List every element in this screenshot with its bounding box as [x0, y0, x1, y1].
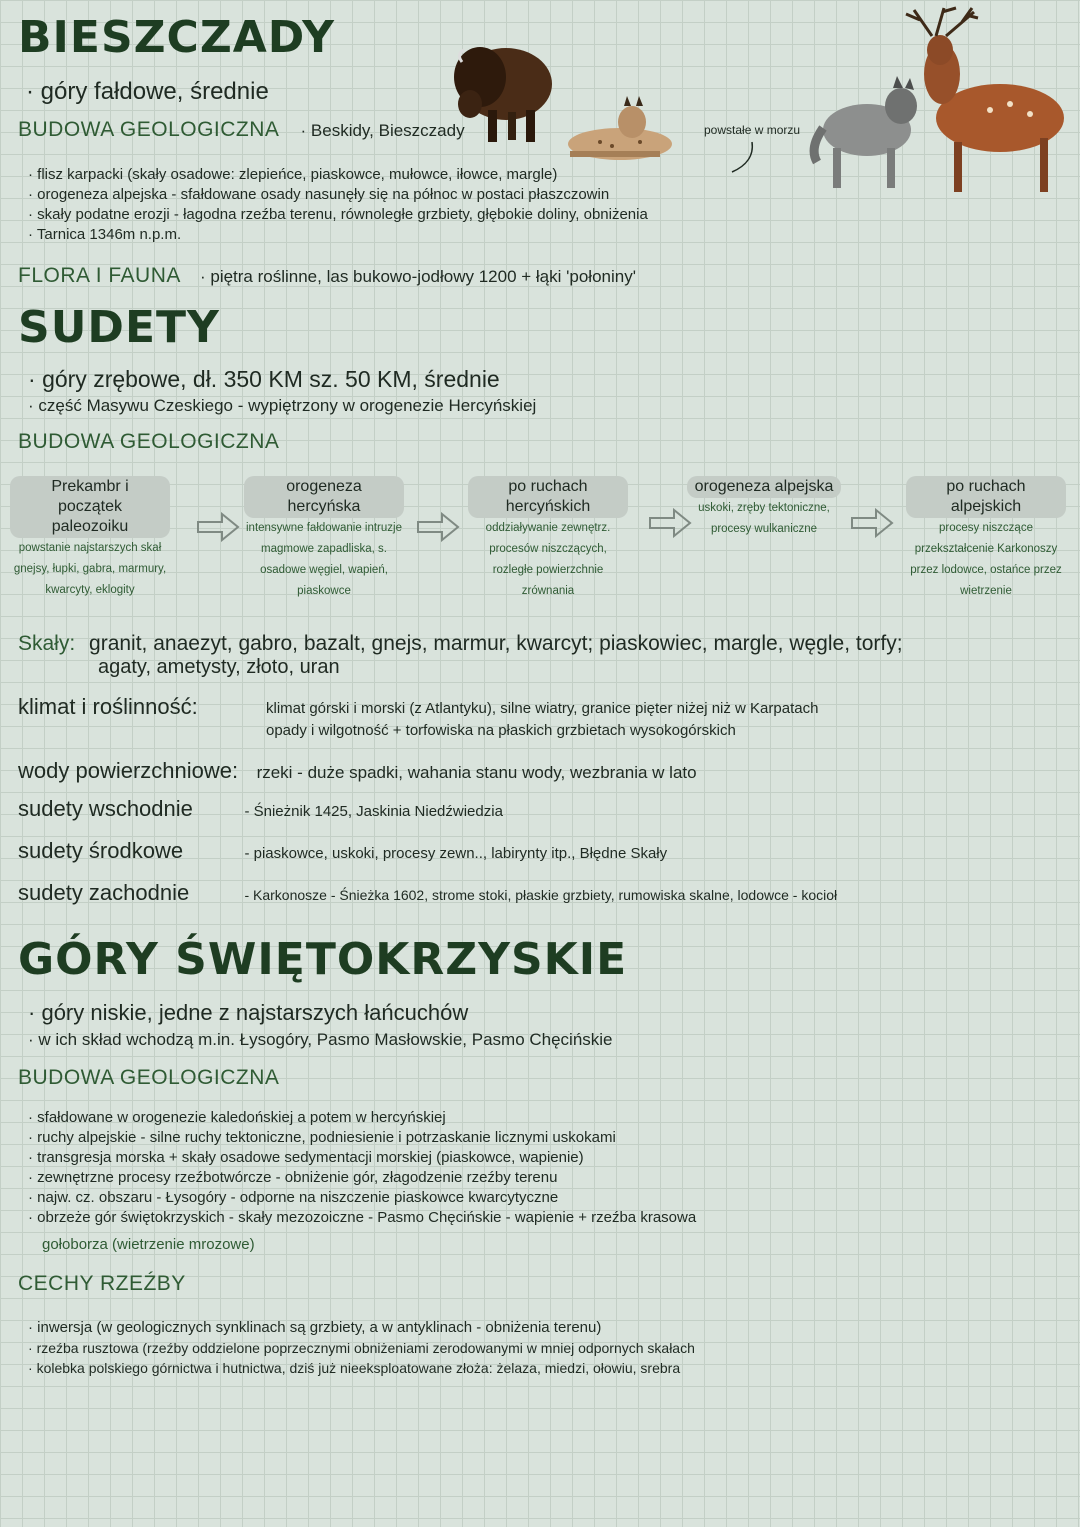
swietokrzyskie-title: GÓRY ŚWIĘTOKRZYSKIE	[18, 934, 628, 985]
list-item: · flisz karpacki (skały osadowe: zlepieńce, piaskowce, mułowce, iłowce, margle)	[28, 165, 648, 185]
region-row	[18, 838, 667, 864]
region-value: - piaskowce, uskoki, procesy zewn.., labirynty itp., Błędne Skały	[244, 845, 668, 862]
swietokrzyskie-intro-2: · w ich skład wchodzą m.in. Łysogóry, Pasmo Masłowskie, Pasmo Chęcińskie	[28, 1030, 613, 1049]
region-value: - Karkonosze - Śnieżka 1602, strome stoki, płaskie grzbiety, rumowiska skalne, lodowce - kocioł	[244, 887, 838, 903]
stage-desc: procesy niszczące przekształcenie Karkonoszy przez lodowce, ostańce przez wietrzenie	[910, 522, 1062, 597]
waters-label: wody powierzchniowe:	[18, 758, 239, 783]
sudety-title: SUDETY	[18, 302, 220, 353]
section-label: BUDOWA GEOLOGICZNA	[18, 118, 280, 141]
stage-title: Prekambr i początek paleozoiku	[10, 476, 170, 538]
bieszczady-flora-value-text: piętra roślinne, las bukowo-jodłowy 1200 + łąki 'połoniny'	[210, 267, 636, 286]
bieszczady-flora-row	[18, 264, 636, 288]
bieszczady-geo-row	[18, 118, 465, 142]
bieszczady-points	[28, 165, 648, 245]
waters-value: rzeki - duże spadki, wahania stanu wody, wezbrania w lato	[256, 763, 697, 782]
rocks-line-2: agaty, ametysty, złoto, uran	[98, 656, 340, 678]
list-item: · transgresja morska + skały osadowe sedymentacji morskiej (piaskowce, wapienie)	[28, 1148, 696, 1168]
list-item: · rzeźba rusztowa (rzeźby oddzielone poprzecznymi obniżeniami zerodowanymi w mniej odpornych skałach	[28, 1338, 695, 1358]
region-label: sudety wschodnie	[18, 796, 193, 821]
goloborza-note: gołoborza (wietrzenie mrozowe)	[42, 1236, 255, 1253]
section-label: CECHY RZEŹBY	[18, 1272, 186, 1295]
annotation-pointer-icon	[728, 140, 758, 174]
climate-line-2: opady i wilgotność + torfowiska na płaskich grzbietach wysokogórskich	[266, 722, 736, 739]
stage-card	[10, 476, 170, 601]
lynx-illustration	[540, 92, 695, 172]
list-item: · skały podatne erozji - łagodna rzeźba terenu, równoległe grzbiety, głębokie doliny, obniżenia	[28, 205, 648, 225]
sudety-intro-1-text: góry zrębowe, dł. 350 KM sz. 50 KM, średnie	[42, 366, 500, 392]
sudety-intro-2-text: część Masywu Czeskiego - wypiętrzony w orogenezie Hercyńskiej	[38, 396, 537, 415]
bieszczady-geo-value: · Beskidy, Bieszczady	[300, 121, 465, 140]
bieszczady-geo-value-text: Beskidy, Bieszczady	[310, 121, 465, 140]
list-item: · orogeneza alpejska - sfałdowane osady nasunęły się na północ w postaci płaszczowin	[28, 185, 648, 205]
list-item: · sfałdowane w orogenezie kaledońskiej a potem w hercyńskiej	[28, 1108, 696, 1128]
stage-desc: powstanie najstarszych skał gnejsy, łupki, gabra, marmury, kwarcyty, eklogity	[13, 542, 167, 596]
rocks-line-1: granit, anaezyt, gabro, bazalt, gnejs, marmur, kwarcyt; piaskowiec, margle, węgle, torfy;	[89, 632, 903, 655]
stage-card	[684, 476, 844, 540]
stage-card	[244, 476, 404, 602]
swietokrzyskie-intro-1: · góry niskie, jedne z najstarszych łańcuchów	[28, 1000, 469, 1025]
deer-illustration	[890, 6, 1075, 196]
list-item: · ruchy alpejskie - silne ruchy tektoniczne, podniesienie i potrzaskanie licznymi uskokami	[28, 1128, 696, 1148]
stage-title: orogeneza alpejska	[687, 476, 842, 498]
arrow-right-icon	[416, 512, 460, 542]
section-label: FLORA I FAUNA	[18, 264, 181, 287]
section-label: BUDOWA GEOLOGICZNA	[18, 1066, 280, 1089]
region-row	[18, 880, 837, 906]
stage-card	[906, 476, 1066, 602]
list-item: · inwersja (w geologicznych synklinach są grzbiety, a w antyklinach - obniżenia terenu)	[28, 1318, 695, 1338]
list-item: · obrzeże gór świętokrzyskich - skały mezozoiczne - Pasmo Chęcińskie - wapienie + rzeźba krasowa	[28, 1208, 696, 1228]
list-item: · najw. cz. obszaru - Łysogóry - odporne na niszczenie piaskowce kwarcytyczne	[28, 1188, 696, 1208]
sudety-intro-1: · góry zrębowe, dł. 350 KM sz. 50 KM, średnie	[28, 366, 500, 392]
climate-label: klimat i roślinność:	[18, 694, 198, 719]
annotation-note: powstałe w morzu	[704, 123, 801, 137]
waters-row	[18, 758, 697, 784]
bieszczady-intro: · góry fałdowe, średnie	[26, 78, 269, 105]
arrow-right-icon	[850, 508, 894, 538]
stage-desc: uskoki, zręby tektoniczne, procesy wulkaniczne	[698, 502, 830, 535]
bieszczady-intro-text: góry fałdowe, średnie	[40, 78, 269, 105]
stage-title: po ruchach hercyńskich	[468, 476, 628, 518]
stage-title: po ruchach alpejskich	[906, 476, 1066, 518]
list-item: · Tarnica 1346m n.p.m.	[28, 225, 648, 245]
stage-desc: oddziaływanie zewnętrz. procesów niszczących, rozległe powierzchnie zrównania	[485, 522, 611, 597]
bieszczady-title: BIESZCZADY	[18, 12, 335, 63]
section-label: BUDOWA GEOLOGICZNA	[18, 430, 280, 453]
region-row	[18, 796, 503, 822]
swietokrzyskie-intro-1-text: góry niskie, jedne z najstarszych łańcuchów	[41, 1000, 469, 1025]
arrow-right-icon	[196, 512, 240, 542]
sudety-intro-2: · część Masywu Czeskiego - wypiętrzony w orogenezie Hercyńskiej	[28, 396, 537, 415]
list-item: · kolebka polskiego górnictwa i hutnictwa, dziś już nieeksploatowane złoża: żelaza, miedzi, ołowiu, srebra	[28, 1358, 695, 1378]
stage-title: orogeneza hercyńska	[244, 476, 404, 518]
climate-line-1: klimat górski i morski (z Atlantyku), silne wiatry, granice pięter niżej niż w Karpatach	[266, 700, 819, 717]
region-label: sudety środkowe	[18, 838, 184, 863]
bieszczady-flora-value: · piętra roślinne, las bukowo-jodłowy 1200 + łąki 'połoniny'	[199, 267, 636, 286]
swietokrzyskie-geo-points	[28, 1108, 696, 1228]
stage-card	[468, 476, 628, 602]
rocks-label: Skały:	[18, 632, 76, 655]
swietokrzyskie-relief-points	[28, 1318, 695, 1378]
list-item: · zewnętrzne procesy rzeźbotwórcze - obniżenie gór, złagodzenie rzeźby terenu	[28, 1168, 696, 1188]
region-value: - Śnieżnik 1425, Jaskinia Niedźwiedzia	[244, 803, 503, 820]
rocks-row	[18, 632, 903, 656]
stage-desc: intensywne fałdowanie intruzje magmowe zapadliska, s. osadowe węgiel, wapień, piaskowce	[246, 522, 402, 597]
region-label: sudety zachodnie	[18, 880, 190, 905]
swietokrzyskie-intro-2-text: w ich skład wchodzą m.in. Łysogóry, Pasmo Masłowskie, Pasmo Chęcińskie	[38, 1030, 613, 1049]
